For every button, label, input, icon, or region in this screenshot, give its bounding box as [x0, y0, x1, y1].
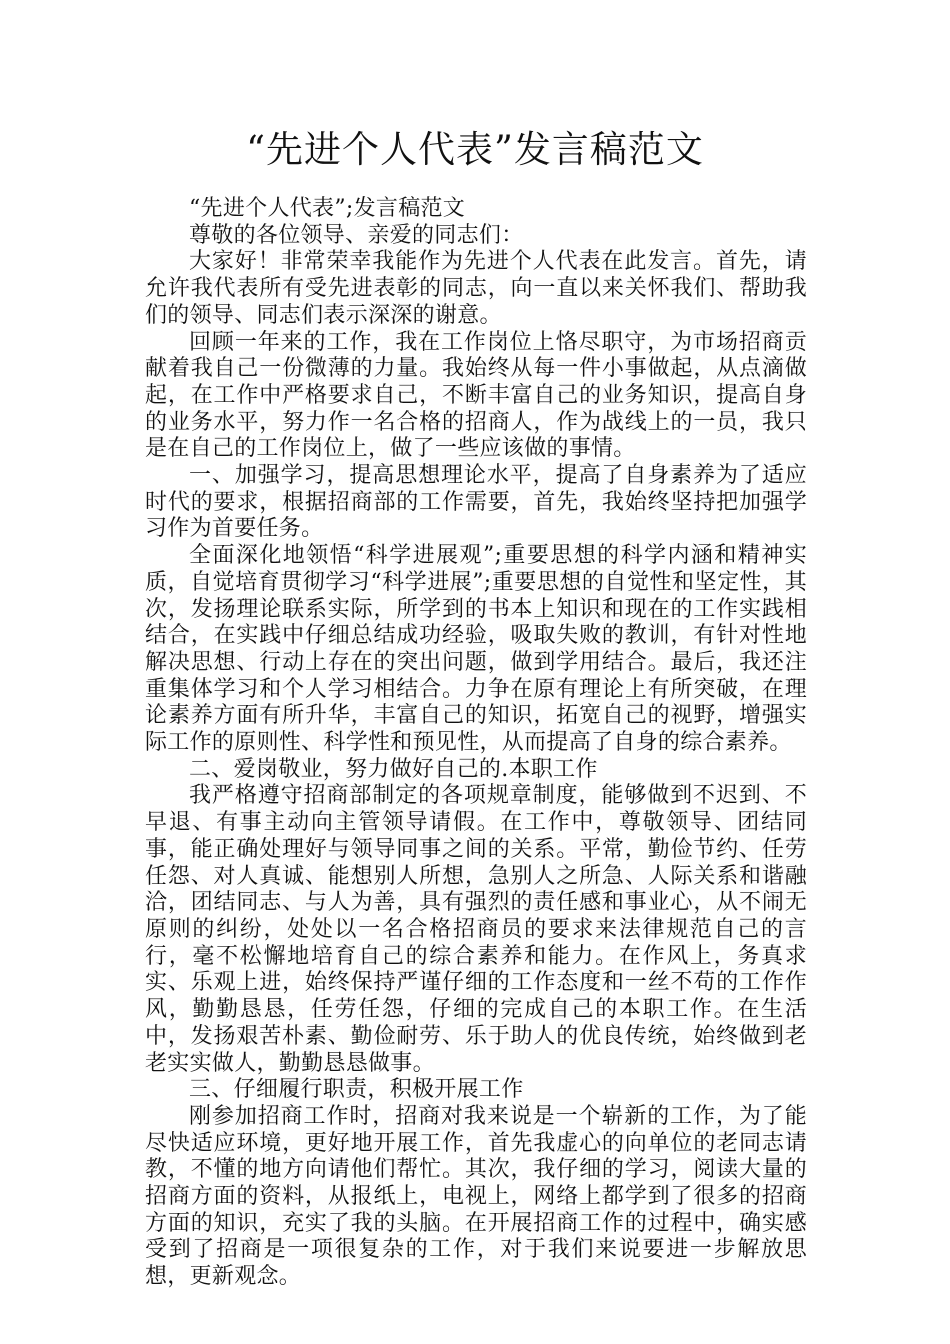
- paragraph: 全面深化地领悟“科学进展观”;重要思想的科学内涵和精神实质，自觉培育贯彻学习“科学进展”;重要思想的自觉性和坚定性，其次，发扬理论联系实际，所学到的书本上知识和现在的工作实践相结合，在实践中仔细总结成功经验，吸取失败的教训，有针对性地解决思想、行动上存在的突出问题，做到学用结合。最后，我还注重集体学习和个人学习相结合。力争在原有理论上有所突破，在理论素养方面有所升华，丰富自己的知识，拓宽自己的视野，增强实际工作的原则性、科学性和预见性，从而提高了自身的综合素养。: [145, 543, 807, 756]
- section-heading: 三、仔细履行职责，积极开展工作: [189, 1077, 524, 1103]
- section-heading: 二、爱岗敬业，努力做好自己的.本职工作: [189, 756, 598, 782]
- paragraph: “先进个人代表”;发言稿范文: [189, 196, 466, 221]
- paragraph: 尊敬的各位领导、亲爱的同志们：: [189, 222, 524, 248]
- document-title: “先进个人代表”发言稿范文: [246, 128, 704, 171]
- section-heading: 一、加强学习，提高思想理论水平，提高了自身素养为了适应时代的要求，根据招商部的工作需要，首先，我始终坚持把加强学习作为首要任务。: [145, 463, 807, 542]
- paragraph: 回顾一年来的工作，我在工作岗位上恪尽职守，为市场招商贡献着我自己一份微薄的力量。我始终从每一件小事做起，从点滴做起，在工作中严格要求自己，不断丰富自己的业务知识，提高自身的业务水平，努力作一名合格的招商人，作为战线上的一员，我只是在自己的工作岗位上，做了一些应该做的事情。: [145, 329, 807, 462]
- paragraph: 大家好！非常荣幸我能作为先进个人代表在此发言。首先，请允许我代表所有受先进表彰的同志，向一直以来关怀我们、帮助我们的领导、同志们表示深深的谢意。: [145, 249, 807, 328]
- paragraph: 刚参加招商工作时，招商对我来说是一个崭新的工作，为了能尽快适应环境，更好地开展工作，首先我虚心的向单位的老同志请教，不懂的地方向请他们帮忙。其次，我仔细的学习，阅读大量的招商方面的资料，从报纸上，电视上，网络上都学到了很多的招商方面的知识，充实了我的头脑。在开展招商工作的过程中，确实感受到了招商是一项很复杂的工作，对于我们来说要进一步解放思想，更新观念。: [145, 1103, 807, 1290]
- document-body: [145, 196, 807, 1291]
- paragraph: 我严格遵守招商部制定的各项规章制度，能够做到不迟到、不早退、有事主动向主管领导请假。在工作中，尊敬领导、团结同事，能正确处理好与领导同事之间的关系。平常，勤俭节约、任劳任怨、对人真诚、能想别人所想，急别人之所急、人际关系和谐融洽，团结同志、与人为善，具有强烈的责任感和事业心，从不闹无原则的纠纷，处处以一名合格招商员的要求来法律规范自己的言行，毫不松懈地培育自己的综合素养和能力。在作风上，务真求实、乐观上进，始终保持严谨仔细的工作态度和一丝不苟的工作作风，勤勤恳恳，任劳任怨，仔细的完成自己的本职工作。在生活中，发扬艰苦朴素、勤俭耐劳、乐于助人的优良传统，始终做到老老实实做人，勤勤恳恳做事。: [145, 783, 807, 1076]
